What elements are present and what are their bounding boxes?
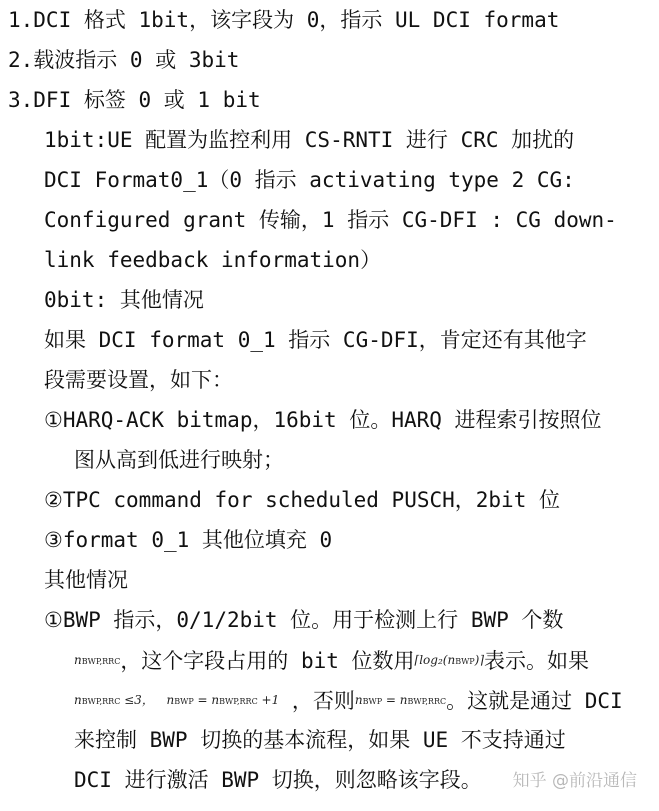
bwp-indicator-item: ①BWP 指示，0/1/2bit 位。用于检测上行 BWP 个数 [44,608,564,632]
tpc-command-item: ②TPC command for scheduled PUSCH，2bit 位 [44,488,560,512]
dfi-1bit-text-cont-3: link feedback information） [44,248,382,272]
dfi-1bit-text-cont-1: DCI Format0_1（0 指示 activating type 2 CG: [44,168,575,192]
bwp-indicator-cont-2: nBWP,RRC ≤3， nBWP = nBWP,RRC +1 ，否则nBWP = nBWP,RRC。这就是通过 DCI [74,689,623,713]
formula-condition-b: nBWP = nBWP,RRC +1 [166,693,280,707]
harq-ack-bitmap-item: ①HARQ-ACK bitmap，16bit 位。HARQ 进程索引按照位 [44,408,602,432]
formula-condition-a: nBWP,RRC ≤3， [74,693,154,707]
cg-dfi-intro-cont: 段需要设置，如下： [44,368,233,392]
item-1-dci-format: 1.DCI 格式 1bit，该字段为 0，指示 UL DCI format [8,8,560,32]
formula-condition-c: nBWP = nBWP,RRC [354,693,447,707]
formula-log2: ⌈log₂(nBWP)⌉ [414,653,485,667]
cg-dfi-intro: 如果 DCI format 0_1 指示 CG-DFI，肯定还有其他字 [44,328,587,352]
dfi-0bit-text: 0bit: 其他情况 [44,288,204,312]
item-3-dfi-flag: 3.DFI 标签 0 或 1 bit [8,88,261,112]
formula-n-bwp-rrc: nBWP,RRC [74,653,121,667]
other-case-heading: 其他情况 [44,568,128,592]
bwp-indicator-cont-4: DCI 进行激活 BWP 切换，则忽略该字段。 [74,768,482,792]
dfi-1bit-text-cont-2: Configured grant 传输，1 指示 CG-DFI : CG down- [44,208,617,232]
bwp-indicator-cont-3: 来控制 BWP 切换的基本流程，如果 UE 不支持通过 [74,728,566,752]
zhihu-watermark: 知乎 @前沿通信 [512,771,637,791]
format-padding-item: ③format 0_1 其他位填充 0 [44,528,333,552]
dfi-1bit-text: 1bit:UE 配置为监控利用 CS-RNTI 进行 CRC 加扰的 [44,128,575,152]
item-2-carrier-indicator: 2.载波指示 0 或 3bit [8,48,240,72]
harq-ack-bitmap-item-cont: 图从高到低进行映射； [74,448,284,472]
bwp-indicator-cont-1: nBWP,RRC，这个字段占用的 bit 位数用⌈log₂(nBWP)⌉表示。如果 [74,649,590,673]
